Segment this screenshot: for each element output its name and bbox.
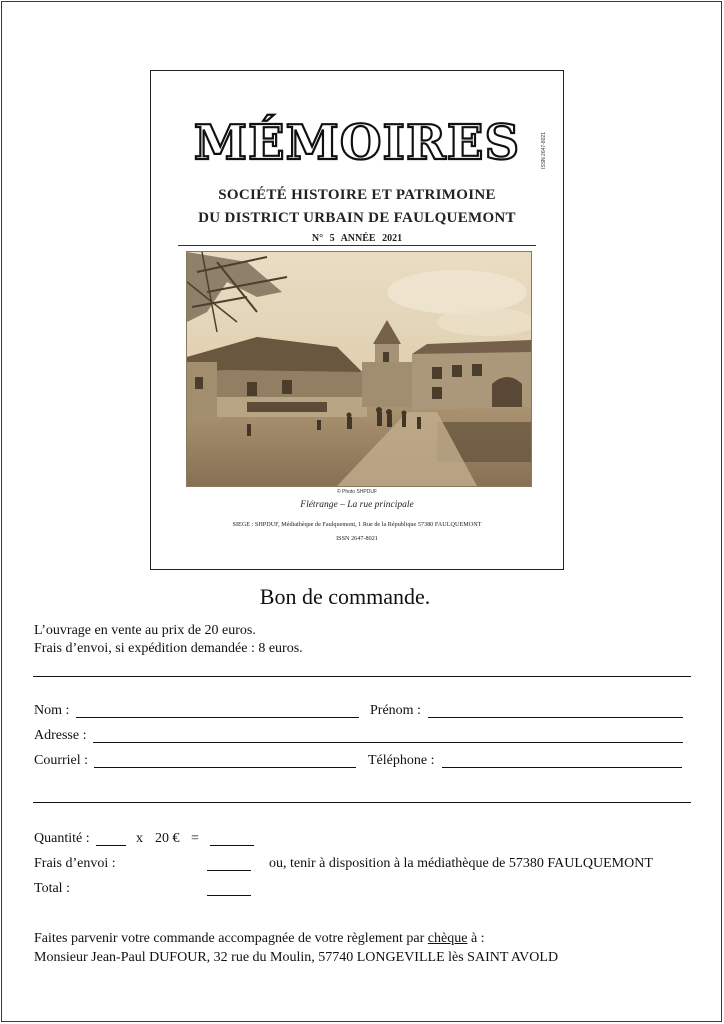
divider-top: [33, 676, 691, 677]
prenom-label: Prénom :: [370, 703, 421, 718]
adresse-field[interactable]: [93, 742, 683, 743]
cover-issn: ISSN 2647-8021: [336, 535, 378, 542]
quantite-label: Quantité :: [34, 831, 90, 846]
magazine-cover: [150, 70, 564, 570]
telephone-field[interactable]: [442, 767, 682, 768]
cover-society-line1: SOCIÉTÉ HISTOIRE ET PATRIMOINE: [218, 187, 496, 203]
photo-caption: Flétrange – La rue principale: [300, 500, 414, 510]
cheque-word: chèque: [427, 931, 468, 946]
price-line: L’ouvrage en vente au prix de 20 euros.: [34, 623, 256, 638]
frais-label: Frais d’envoi :: [34, 856, 116, 871]
prenom-field[interactable]: [428, 717, 683, 718]
adresse-label: Adresse :: [34, 728, 87, 743]
courriel-field[interactable]: [94, 767, 356, 768]
courriel-label: Courriel :: [34, 753, 89, 768]
nom-field[interactable]: [76, 717, 359, 718]
subtotal-field[interactable]: [210, 845, 254, 846]
payment-instruction-text: Faites parvenir votre commande accompagnée de votre règlement par: [34, 931, 428, 946]
payment-instruction: [34, 931, 485, 947]
pickup-note: ou, tenir à disposition à la médiathèque de 57380 FAULQUEMONT: [269, 856, 653, 871]
order-form-title: Bon de commande.: [259, 584, 431, 609]
cover-divider: [178, 245, 536, 246]
mailing-address: Monsieur Jean-Paul DUFOUR, 32 rue du Moulin, 57740 LONGEVILLE lès SAINT AVOLD: [34, 950, 559, 965]
cover-issue: N° 5 ANNÉE 2021: [311, 233, 403, 244]
unit-price: 20 €: [155, 831, 180, 846]
equals-sign: =: [191, 831, 199, 846]
nom-label: Nom :: [34, 703, 70, 718]
cover-siege: SIEGE : SHPDUF, Médiathèque de Faulquemont, 1 Rue de la République 57380 FAULQUEMONT: [232, 521, 482, 528]
quantite-field[interactable]: [96, 845, 126, 846]
total-field[interactable]: [207, 895, 251, 896]
telephone-label: Téléphone :: [368, 753, 435, 768]
total-label: Total :: [34, 881, 70, 896]
photo-credit: © Photo SHPDUF: [336, 489, 378, 495]
cover-issn-vertical: ISSN 2647-8021: [541, 132, 547, 169]
multiply-sign: x: [136, 831, 143, 846]
shipping-line: Frais d’envoi, si expédition demandée : 8 euros.: [34, 641, 303, 656]
cover-title: MÉMOIRES: [193, 115, 521, 171]
frais-field[interactable]: [207, 870, 251, 871]
cover-photo: [186, 251, 532, 487]
cover-society-line2: DU DISTRICT URBAIN DE FAULQUEMONT: [198, 210, 516, 226]
payment-instruction-end: à :: [467, 931, 485, 946]
divider-bottom: [33, 802, 691, 803]
